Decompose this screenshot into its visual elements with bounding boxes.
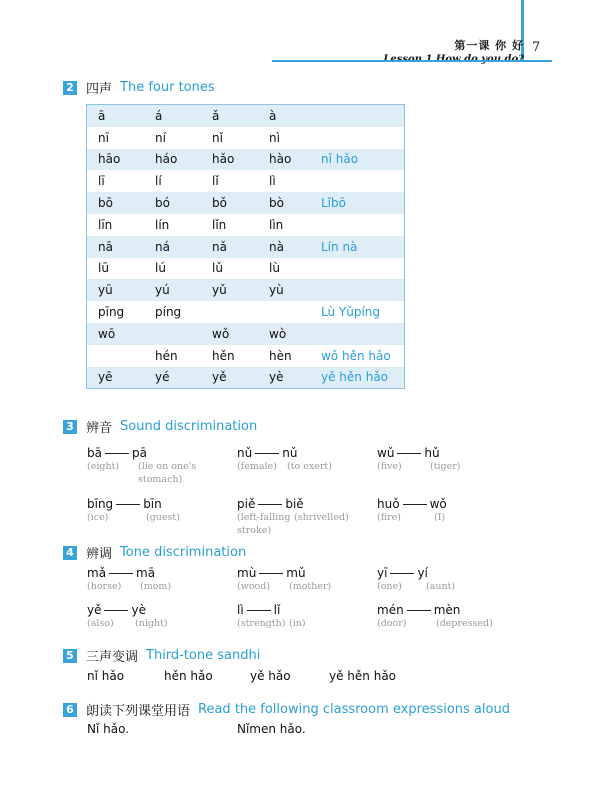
example-cell [310, 105, 405, 127]
sound-pair [237, 446, 297, 460]
tone-cell: wò [258, 323, 310, 345]
example-cell [310, 279, 405, 301]
section-title-zh: 辨调 [86, 547, 113, 562]
tone-pair [237, 566, 306, 580]
pair-dash [258, 504, 282, 505]
section-heading-classroom-expressions [63, 700, 510, 719]
table-row [87, 258, 405, 280]
gloss-b: (depressed) [436, 618, 493, 629]
gloss-b: (I) [434, 512, 446, 523]
section-heading-sound-discrimination [63, 417, 257, 436]
tone-cell: bó [144, 192, 201, 214]
syllable-a: nǔ [237, 446, 253, 460]
syllable-a: huǒ [377, 497, 400, 511]
tone-cell: lín [155, 217, 170, 232]
example-cell [310, 170, 405, 192]
tone-cell: nā [87, 236, 145, 258]
table-row [87, 345, 405, 367]
table-row [87, 367, 405, 389]
tone-cell: nī [98, 130, 109, 145]
tone-cell: lú [155, 261, 166, 276]
tone-cell: ní [155, 130, 166, 145]
section-number: 3 [63, 420, 77, 434]
pair-dash [397, 453, 421, 454]
syllable-a: yě [87, 603, 102, 617]
syllable-b: nǔ [282, 446, 298, 460]
tone-cell: lí [155, 174, 162, 189]
pair-dash [105, 453, 129, 454]
syllable-b: bīn [143, 497, 162, 511]
syllable-b: mā [136, 566, 156, 580]
gloss-a: (horse) [87, 581, 122, 592]
gloss-b: (tiger) [430, 461, 461, 472]
tone-cell [144, 323, 201, 345]
example-cell: nǐ hǎo [310, 149, 405, 171]
tone-pair [237, 603, 280, 617]
syllable-b: pā [131, 446, 147, 460]
section-number: 5 [63, 649, 77, 663]
tone-cell: lǐ [212, 174, 219, 189]
sound-pair [237, 497, 304, 511]
tone-cell: lī [98, 174, 105, 189]
example-cell [310, 258, 405, 280]
syllable-a: mù [237, 566, 257, 580]
table-row [87, 214, 405, 236]
classroom-expression: Nǐ hǎo. [87, 722, 130, 736]
tone-cell: yè [258, 367, 310, 389]
section-title-zh: 四声 [86, 82, 113, 97]
pair-dash [407, 610, 431, 611]
tone-cell [258, 301, 310, 323]
syllable-b: wǒ [429, 497, 447, 511]
sandhi-example: nǐ hǎo [87, 669, 125, 683]
tone-pair [87, 603, 146, 617]
syllable-a: yī [377, 566, 388, 580]
syllable-a: bā [87, 446, 102, 460]
gloss-b: (mother) [289, 581, 332, 592]
syllable-a: mén [377, 603, 404, 617]
gloss-a: (door) [377, 618, 407, 629]
tone-cell: lì [269, 174, 276, 189]
four-tones-table [86, 104, 405, 389]
tone-cell: á [144, 105, 201, 127]
table-row [87, 279, 405, 301]
table-row [87, 323, 405, 345]
pair-dash [104, 610, 128, 611]
syllable-b: hǔ [424, 446, 440, 460]
tone-cell: hén [155, 348, 178, 363]
tone-cell [201, 301, 258, 323]
pair-dash [247, 610, 271, 611]
syllable-a: bīng [87, 497, 114, 511]
tone-cell: yé [144, 367, 201, 389]
tone-cell: yǔ [201, 279, 258, 301]
gloss-b: (night) [135, 618, 168, 629]
section-number: 4 [63, 546, 77, 560]
section-title-en: Read the following classroom expressions aloud [198, 702, 510, 717]
tone-cell: lù [269, 261, 280, 276]
tone-cell [87, 345, 145, 367]
table-row [87, 105, 405, 127]
page-number: 7 [532, 40, 541, 55]
tone-cell: lǐn [212, 217, 227, 232]
syllable-a: mǎ [87, 566, 107, 580]
gloss-a: (five) [377, 461, 402, 472]
tone-cell: līn [98, 217, 113, 232]
table-row [87, 170, 405, 192]
tone-cell: yē [87, 367, 145, 389]
pair-dash [109, 573, 133, 574]
section-heading-four-tones [63, 78, 215, 97]
gloss-a: (female) [237, 461, 277, 472]
header-rule [272, 60, 552, 62]
pair-dash [116, 504, 140, 505]
gloss-a: (left-falling stroke) [237, 512, 291, 536]
tone-cell: hěn [212, 348, 235, 363]
gloss-a: (wood) [237, 581, 271, 592]
table-row [87, 236, 405, 258]
tone-cell: hǎo [201, 149, 258, 171]
gloss-b: (aunt) [426, 581, 456, 592]
tone-pair [377, 603, 460, 617]
tone-cell: bǒ [201, 192, 258, 214]
example-cell: Lǐbō [310, 192, 405, 214]
tone-cell: wǒ [201, 323, 258, 345]
example-cell [310, 127, 405, 149]
gloss-a: (one) [377, 581, 402, 592]
tone-cell: ā [87, 105, 145, 127]
tone-cell: píng [155, 305, 182, 320]
sandhi-example: hěn hǎo [164, 669, 213, 683]
syllable-b: yè [131, 603, 146, 617]
syllable-b: mǔ [286, 566, 306, 580]
tone-cell: lǔ [212, 261, 223, 276]
table-row [87, 149, 405, 171]
section-heading-third-tone-sandhi [63, 646, 260, 665]
section-title-zh: 三声变调 [86, 650, 139, 665]
syllable-a: lì [237, 603, 244, 617]
gloss-b: (to exert) [287, 461, 332, 472]
sound-pair [377, 446, 440, 460]
sandhi-example: yě hěn hǎo [329, 669, 397, 683]
tone-cell: hèn [269, 348, 292, 363]
tone-cell: nà [258, 236, 310, 258]
tone-cell: hāo [87, 149, 145, 171]
pair-dash [255, 453, 279, 454]
gloss-b: (lie on one's stomach) [138, 461, 197, 485]
tone-cell: hào [258, 149, 310, 171]
syllable-b: biě [285, 497, 304, 511]
sandhi-example: yě hǎo [250, 669, 291, 683]
example-cell: wǒ hěn hǎo [321, 348, 391, 363]
section-title-en: Third-tone sandhi [146, 648, 261, 663]
gloss-b: (in) [289, 618, 306, 629]
tone-cell: yū [87, 279, 145, 301]
example-cell: yě hěn hǎo [310, 367, 405, 389]
example-cell [310, 323, 405, 345]
tone-cell: ná [144, 236, 201, 258]
table-row [87, 127, 405, 149]
section-number: 6 [63, 703, 77, 717]
gloss-a: (ice) [87, 512, 109, 523]
sound-pair [377, 497, 447, 511]
gloss-b: (mom) [140, 581, 172, 592]
syllable-b: yí [417, 566, 428, 580]
tone-cell: yě [201, 367, 258, 389]
gloss-a: (fire) [377, 512, 401, 523]
gloss-a: (eight) [87, 461, 120, 472]
classroom-expression: Nǐmen hǎo. [237, 722, 306, 736]
pair-dash [403, 504, 427, 505]
section-title-en: The four tones [120, 80, 215, 95]
section-title-zh: 辨音 [86, 421, 113, 436]
tone-cell: bō [87, 192, 145, 214]
table-row [87, 301, 405, 323]
section-title-en: Sound discrimination [120, 419, 258, 434]
gloss-b: (guest) [146, 512, 180, 523]
pair-dash [259, 573, 283, 574]
tone-cell: bò [258, 192, 310, 214]
tone-cell: nǎ [201, 236, 258, 258]
example-cell: Lín nà [310, 236, 405, 258]
sound-pair [87, 497, 162, 511]
tone-cell: ǎ [201, 105, 258, 127]
tone-cell: à [258, 105, 310, 127]
tone-cell: pīng [98, 305, 125, 320]
section-heading-tone-discrimination [63, 543, 246, 562]
sound-pair [87, 446, 147, 460]
gloss-a: (strength) [237, 618, 286, 629]
tone-cell: yù [258, 279, 310, 301]
tone-pair [87, 566, 155, 580]
tone-cell: yú [144, 279, 201, 301]
syllable-b: mèn [433, 603, 461, 617]
tone-cell: lū [98, 261, 109, 276]
gloss-b: (shrivelled) [294, 512, 349, 523]
syllable-a: wǔ [377, 446, 395, 460]
syllable-b: lǐ [273, 603, 281, 617]
gloss-a: (also) [87, 618, 114, 629]
tone-cell: lìn [269, 217, 284, 232]
tone-pair [377, 566, 428, 580]
section-number: 2 [63, 81, 77, 95]
section-title-en: Tone discrimination [120, 545, 247, 560]
syllable-a: piě [237, 497, 256, 511]
section-title-zh: 朗读下列课堂用语 [86, 704, 191, 719]
lesson-title-zh: 第一课 你 好 [454, 39, 524, 52]
tone-cell: nì [269, 130, 280, 145]
pair-dash [390, 573, 414, 574]
tone-cell: háo [144, 149, 201, 171]
example-cell [310, 214, 405, 236]
tone-cell: nǐ [212, 130, 223, 145]
tone-cell: wō [87, 323, 145, 345]
table-row [87, 192, 405, 214]
example-cell: Lù Yǔpíng [321, 305, 381, 320]
